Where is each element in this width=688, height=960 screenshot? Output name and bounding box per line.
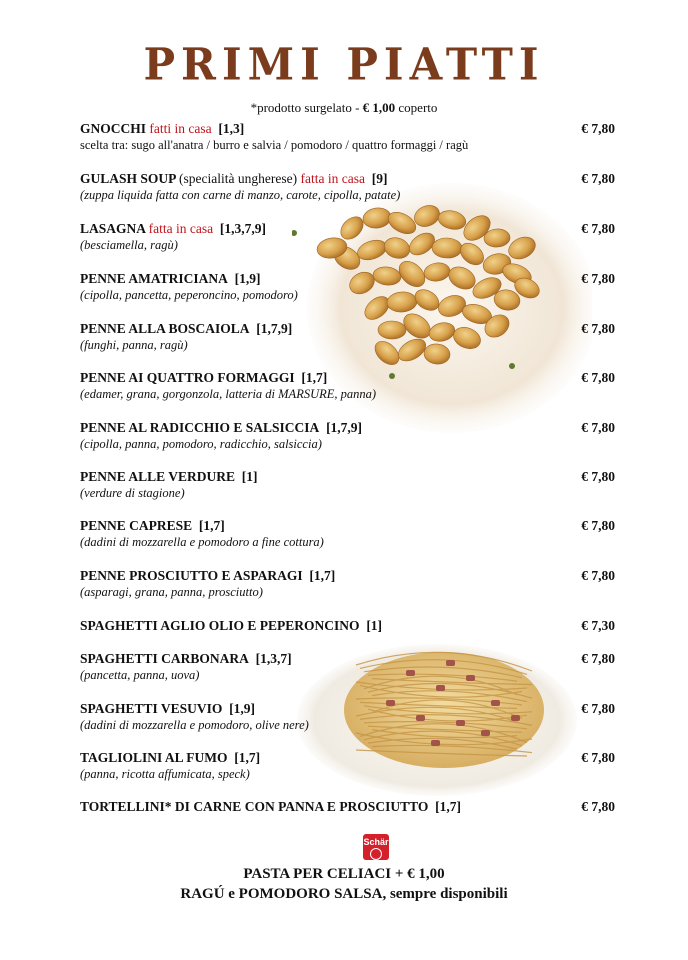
dish-name: [80, 270, 615, 287]
menu-item: [80, 120, 615, 153]
allergen-codes: [1,3,7]: [255, 651, 292, 666]
page-title: PRIMI PIATTI: [143, 38, 545, 91]
allergen-codes: [1,7]: [435, 799, 461, 814]
dish-name: [80, 798, 615, 815]
dish-price: € 7,80: [581, 651, 615, 666]
menu-item: [80, 270, 615, 303]
dish-name: [80, 700, 615, 717]
dish-title: PENNE AMATRICIANA: [80, 271, 228, 286]
subtitle-amount: € 1,00: [362, 100, 396, 115]
menu-item: [80, 220, 615, 253]
dish-name: [80, 468, 615, 485]
dish-name: [80, 419, 615, 436]
dish-description: (dadini di mozzarella e pomodoro a fine cottura): [80, 535, 324, 549]
menu-item: [80, 468, 615, 501]
allergen-codes: [1,7]: [301, 370, 328, 385]
menu-item: [80, 617, 615, 634]
badge-label: Schär: [363, 837, 389, 847]
dish-title: GNOCCHI: [80, 121, 147, 136]
homemade-label: fatti in casa: [149, 121, 212, 136]
pancetta-bit: [436, 685, 445, 691]
dish-price: € 7,80: [581, 799, 615, 814]
dish-title: PENNE ALLE VERDURE: [80, 469, 236, 484]
allergen-codes: [1]: [366, 618, 383, 633]
dish-description: (besciamella, ragù): [80, 238, 178, 252]
subtitle-suffix: coperto: [395, 100, 438, 115]
menu-item: [80, 798, 615, 815]
dish-description: (panna, ricotta affumicata, speck): [80, 767, 250, 781]
dish-title: PENNE ALLA BOSCAIOLA: [80, 321, 250, 336]
dish-price: € 7,80: [581, 568, 615, 583]
dish-name: [80, 567, 615, 584]
dish-description: (dadini di mozzarella e pomodoro, olive nere): [80, 718, 309, 732]
dish-price: € 7,80: [581, 469, 615, 484]
allergen-codes: [1,3,7,9]: [219, 221, 266, 236]
menu-item: [80, 517, 615, 550]
allergen-codes: [1,7,9]: [326, 420, 363, 435]
allergen-codes: [1]: [241, 469, 258, 484]
allergen-codes: [1,7]: [198, 518, 225, 533]
dish-title: PENNE AI QUATTRO FORMAGGI: [80, 370, 295, 385]
dish-title: SPAGHETTI CARBONARA: [80, 651, 249, 666]
gluten-free-icon: [370, 848, 382, 860]
allergen-codes: [1,7]: [234, 750, 261, 765]
dish-description: scelta tra: sugo all'anatra / burro e salvia / pomodoro / quattro formaggi / ragù: [80, 138, 469, 152]
menu-item: [80, 650, 615, 683]
dish-price: € 7,80: [581, 750, 615, 765]
menu-item: [80, 567, 615, 600]
dish-price: € 7,80: [581, 271, 615, 286]
dish-name: [80, 120, 615, 137]
dish-name: [80, 170, 615, 187]
dish-name: [80, 617, 615, 634]
dish-name: [80, 650, 615, 667]
dish-title: SPAGHETTI VESUVIO: [80, 701, 223, 716]
dish-price: € 7,80: [581, 701, 615, 716]
sauce-availability-note: RAGÚ e POMODORO SALSA, sempre disponibili: [180, 886, 508, 902]
allergen-codes: [1,9]: [234, 271, 261, 286]
dish-description: (edamer, grana, gorgonzola, latteria di MARSURE, panna): [80, 387, 377, 401]
menu-item: [80, 419, 615, 452]
homemade-label: fatta in casa: [148, 221, 214, 236]
dish-price: € 7,80: [581, 370, 615, 385]
menu-item: [80, 700, 615, 733]
dish-title: SPAGHETTI AGLIO OLIO E PEPERONCINO: [80, 618, 360, 633]
dish-title: TORTELLINI* DI CARNE CON PANNA E PROSCIUTTO: [80, 799, 429, 814]
dish-name: [80, 369, 615, 386]
gluten-free-note: PASTA PER CELIACI + € 1,00: [243, 866, 445, 882]
allergen-codes: [1,7,9]: [256, 321, 293, 336]
dish-price: € 7,80: [581, 221, 615, 236]
dish-description: (cipolla, panna, pomodoro, radicchio, salsiccia): [80, 437, 322, 451]
dish-title: LASAGNA: [80, 221, 146, 236]
allergen-codes: [1,3]: [218, 121, 245, 136]
dish-description: (pancetta, panna, uova): [80, 668, 200, 682]
dish-price: € 7,80: [581, 518, 615, 533]
menu-item: [80, 749, 615, 782]
dish-description: (zuppa liquida fatta con carne di manzo, carote, cipolla, patate): [80, 188, 401, 202]
dish-price: € 7,80: [581, 321, 615, 336]
dish-price: € 7,80: [581, 420, 615, 435]
cover-charge-note: [0, 100, 688, 116]
dish-name: [80, 517, 615, 534]
pancetta-bit: [431, 740, 440, 746]
allergen-codes: [1,9]: [229, 701, 256, 716]
menu-item: [80, 320, 615, 353]
dish-title: GULASH SOUP: [80, 171, 176, 186]
subtitle-prefix: *prodotto surgelato -: [250, 100, 363, 115]
dish-name: [80, 220, 615, 237]
menu-item: [80, 170, 615, 203]
homemade-label: fatta in casa: [300, 171, 365, 186]
dish-name: [80, 320, 615, 337]
dish-title: PENNE AL RADICCHIO E SALSICCIA: [80, 420, 320, 435]
dish-description: (cipolla, pancetta, peperoncino, pomodoro): [80, 288, 298, 302]
dish-description: (asparagi, grana, panna, prosciutto): [80, 585, 263, 599]
dish-description: (verdure di stagione): [80, 486, 185, 500]
dish-title: TAGLIOLINI AL FUMO: [80, 750, 228, 765]
dish-title: PENNE CAPRESE: [80, 518, 193, 533]
dish-description: (funghi, panna, ragù): [80, 338, 188, 352]
dish-title: PENNE PROSCIUTTO E ASPARAGI: [80, 568, 303, 583]
dish-name: [80, 749, 615, 766]
menu-item: [80, 369, 615, 402]
schar-badge: [363, 834, 389, 860]
dish-price: € 7,30: [581, 618, 615, 633]
allergen-codes: [9]: [371, 171, 388, 186]
dish-price: € 7,80: [581, 121, 615, 136]
allergen-codes: [1,7]: [309, 568, 336, 583]
dish-price: € 7,80: [581, 171, 615, 186]
dish-note: (specialità ungherese): [179, 171, 298, 186]
